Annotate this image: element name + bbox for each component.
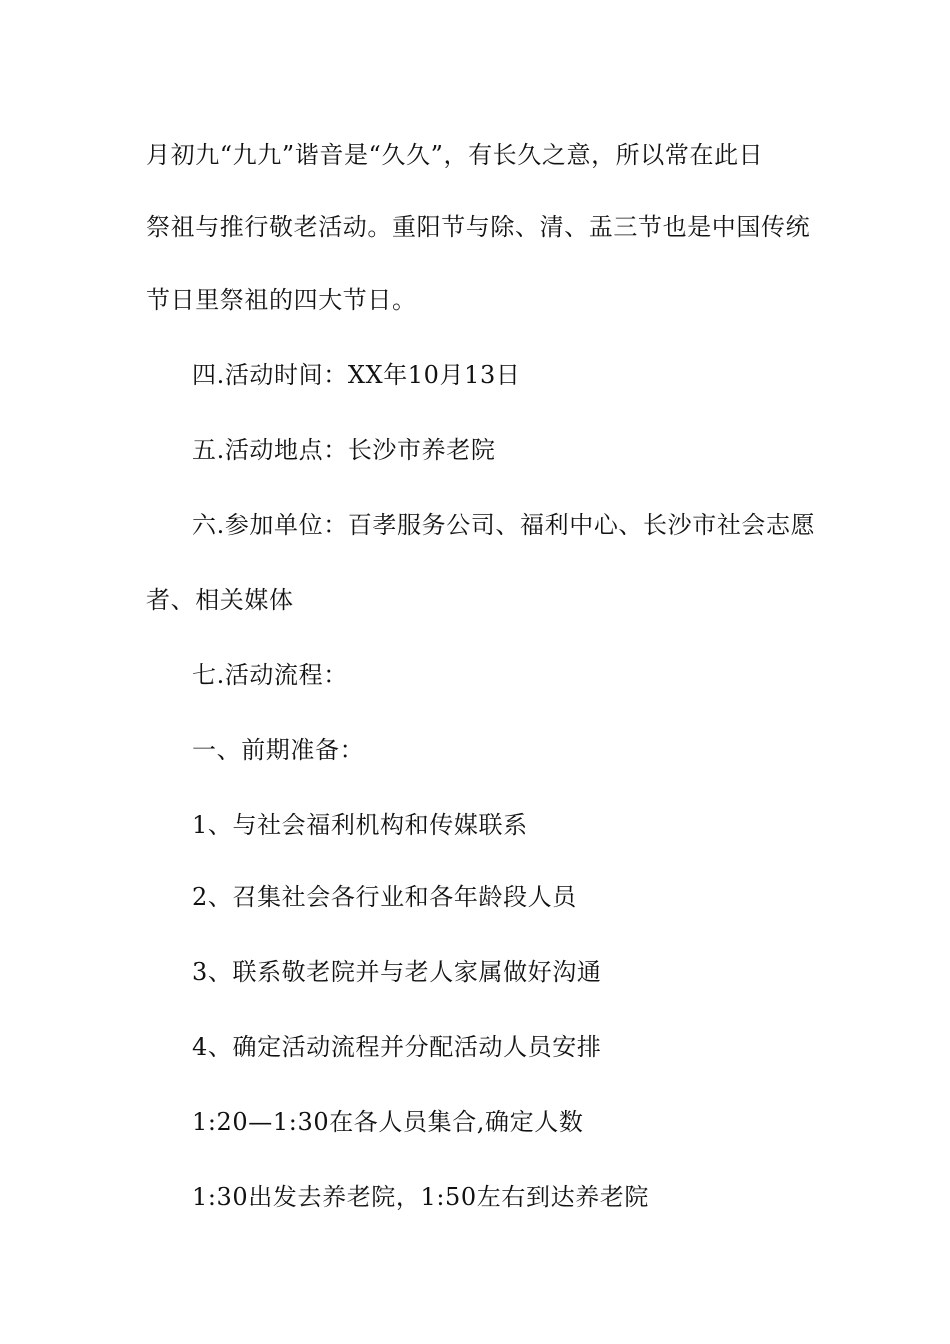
list-item-3: 3、联系敬老院并与老人家属做好沟通	[192, 958, 602, 986]
participating-units-cont: 者、相关媒体	[146, 586, 294, 614]
participating-units: 六.参加单位：百孝服务公司、福利中心、长沙市社会志愿	[192, 511, 816, 539]
paragraph-line-2: 祭祖与推行敬老活动。重阳节与除、清、盂三节也是中国传统	[146, 213, 811, 241]
schedule-item-2: 1:30出发去养老院，1:50左右到达养老院	[192, 1183, 649, 1211]
list-item-1: 1、与社会福利机构和传媒联系	[192, 811, 528, 839]
schedule-item-1: 1:20—1:30在各人员集合,确定人数	[192, 1108, 584, 1136]
paragraph-line-1: 月初九“九九”谐音是“久久”，有长久之意，所以常在此日	[146, 141, 764, 169]
preparation-heading: 一、前期准备：	[192, 736, 365, 764]
activity-time: 四.活动时间：XX年10月13日	[192, 361, 521, 389]
list-item-4: 4、确定活动流程并分配活动人员安排	[192, 1033, 602, 1061]
paragraph-line-3: 节日里祭祖的四大节日。	[146, 286, 417, 314]
list-item-2: 2、召集社会各行业和各年龄段人员	[192, 883, 577, 911]
activity-location: 五.活动地点：长沙市养老院	[192, 436, 496, 464]
activity-process-heading: 七.活动流程：	[192, 661, 348, 689]
